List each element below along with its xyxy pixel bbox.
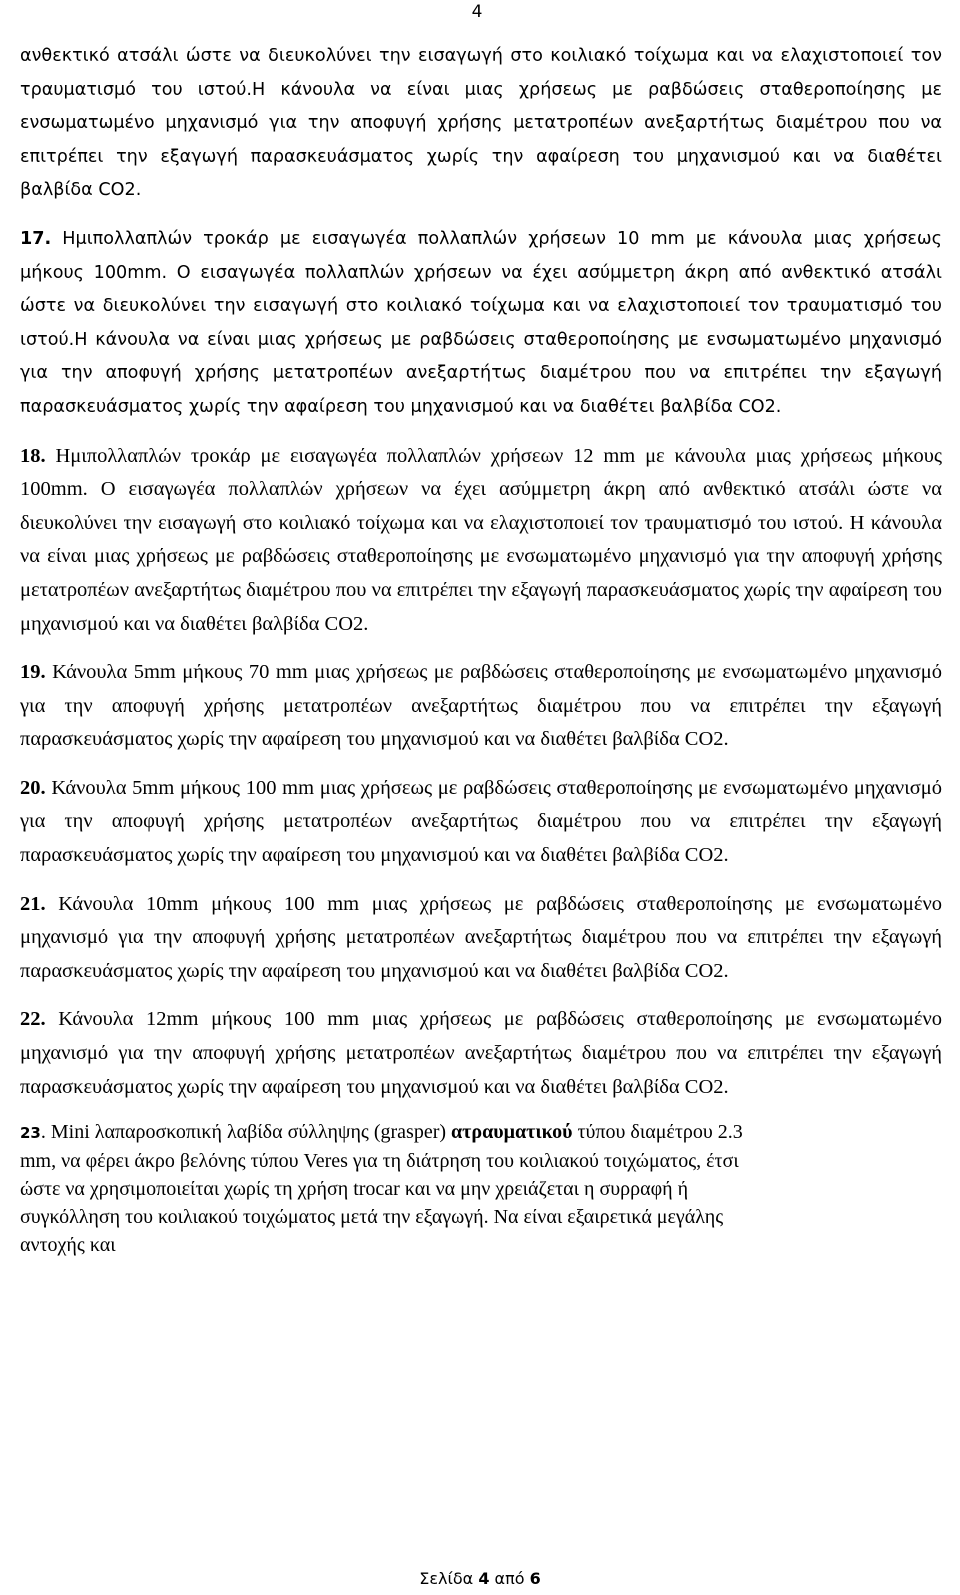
item-number: 20. [20,776,46,799]
item-text: Ημιπολλαπλών τροκάρ με εισαγωγέα πολλαπλών χρήσεων 12 mm με κάνουλα μιας χρήσεως μήκους 100mm. Ο εισαγωγέα πολλαπλών χρήσεων να έχει ασύμμετρη άκρη από ανθεκτικό ατσάλι ώστε να διευκολύνει την εισαγωγή στο κοιλιακό τοίχωμα και να ελαχιστοποιεί τον τραυματισμό του ιστού. Η κάνουλα να είναι μιας χρήσεως με ραβδώσεις σταθεροποίησης με ενσωματωμένο μηχανισμό για την αποφυγή χρήσης μετατροπέων ανεξαρτήτως διαμέτρου που να επιτρέπει την εξαγωγή παρασκευάσματος χωρίς την αφαίρεση του μηχανισμού και να διαθέτει βαλβίδα CO2. [20,444,942,635]
footer-of-label: από [494,1569,525,1588]
page-number: 4 [471,2,483,22]
item-number: 23 [20,1124,41,1143]
document-body [20,40,942,1259]
item-text: Ημιπολλαπλών τροκάρ με εισαγωγέα πολλαπλών χρήσεων 10 mm με κάνουλα μιας χρήσεως μήκους 100mm. Ο εισαγωγέα πολλαπλών χρήσεων να έχει ασύμμετρη άκρη από ανθεκτικό ατσάλι ώστε να διευκολύνει την εισαγωγή στο κοιλιακό τοίχωμα και να ελαχιστοποιεί τον τραυματισμό του ιστού.Η κάνουλα να είναι μιας χρήσεως με ραβδώσεις σταθεροποίησης με ενσωματωμένο μηχανισμό για την αποφυγή χρήσης μετατροπέων ανεξαρτήτως διαμέτρου που να επιτρέπει την εξαγωγή παρασκευάσματος χωρίς την αφαίρεση του μηχανισμού και να διαθέτει βαλβίδα CO2. [20,228,942,417]
item-text: Κάνουλα 10mm μήκους 100 mm μιας χρήσεως με ραβδώσεις σταθεροποίησης με ενσωματωμένο μηχανισμό για την αποφυγή χρήσης μετατροπέων ανεξαρτήτως διαμέτρου που να επιτρέπει την εξαγωγή παρασκευάσματος χωρίς την αφαίρεση του μηχανισμού και να διαθέτει βαλβίδα CO2. [20,892,943,982]
item-number: 22. [20,1008,46,1031]
item-number: 21. [20,892,46,915]
item-text: Κάνουλα 5mm μήκους 100 mm μιας χρήσεως με ραβδώσεις σταθεροποίησης με ενσωματωμένο μηχανισμό για την αποφυγή χρήσης μετατροπέων ανεξαρτήτως διαμέτρου που να επιτρέπει την εξαγωγή παρασκευάσματος χωρίς την αφαίρεση του μηχανισμού και να διαθέτει βαλβίδα CO2. [20,776,943,867]
list-item-23 [20,1118,760,1259]
item-number: 17. [20,228,52,249]
item-text: Κάνουλα 5mm μήκους 70 mm μιας χρήσεως με ραβδώσεις σταθεροποίησης με ενσωματωμένο μηχανισμό για την αποφυγή χρήσης μετατροπέων ανεξαρτήτως διαμέτρου που να επιτρέπει την εξαγωγή παρασκευάσματος χωρίς την αφαίρεση του μηχανισμού και να διαθέτει βαλβίδα CO2. [20,661,943,751]
page-footer [0,1568,960,1590]
item-text-before: . Mini λαπαροσκοπική λαβίδα σύλληψης (grasper) [40,1121,452,1144]
item-text: Κάνουλα 12mm μήκους 100 mm μιας χρήσεως με ραβδώσεις σταθεροποίησης με ενσωματωμένο μηχανισμό για την αποφυγή χρήσης μετατροπέων ανεξαρτήτως διαμέτρου που να επιτρέπει την εξαγωγή παρασκευάσματος χωρίς την αφαίρεση του μηχανισμού και να διαθέτει βαλβίδα CO2. [20,1008,943,1098]
list-item-22 [20,1003,942,1104]
intro-paragraph: ανθεκτικό ατσάλι ώστε να διευκολύνει την εισαγωγή στο κοιλιακό τοίχωμα και να ελαχιστοποιεί τον τραυματισμό του ιστού.Η κάνουλα να είναι μιας χρήσεως με ραβδώσεις σταθεροποίησης με ενσωματωμένο μηχανισμό για την αποφυγή χρήσης μετατροπέων ανεξαρτήτως διαμέτρου που να επιτρέπει την εξαγωγή παρασκευάσματος χωρίς την αφαίρεση του μηχανισμού και να διαθέτει βαλβίδα CO2. [20,46,942,201]
footer-page-label: Σελίδα [419,1569,474,1588]
footer-total-pages: 6 [529,1569,541,1588]
item-number: 18. [20,444,46,467]
list-item-20 [20,772,942,873]
list-item-21 [20,888,942,989]
item-number: 19. [20,661,46,684]
item-text-after: τύπου διαμέτρου 2.3 mm, να φέρει άκρο βελόνης τύπου Veres για τη διάτρηση του κοιλιακού τοιχώματος, έτσι ώστε να χρησιμοποιείται χωρίς τη χρήση trocar και να μην χρειάζεται η συρραφή ή συγκόλληση του κοιλιακού τοιχώματος μετά την εξαγωγή. Να είναι εξαιρετικά μεγάλης αντοχής και [20,1121,743,1257]
list-item-18 [20,440,942,642]
list-item-17 [20,223,942,425]
item-bold-word: ατραυματικού [451,1121,573,1144]
footer-current-page: 4 [478,1569,490,1588]
list-item-19 [20,656,942,757]
